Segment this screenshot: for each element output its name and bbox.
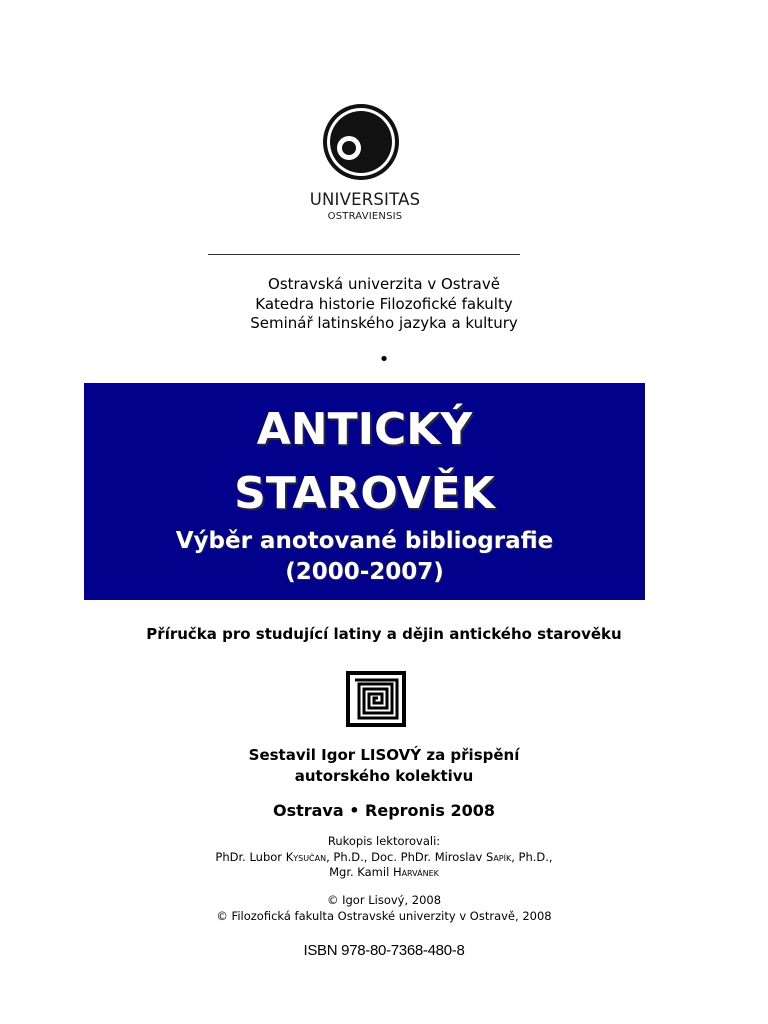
title-line-2: STAROVĚK bbox=[234, 468, 495, 519]
reviewers-line-2 bbox=[0, 864, 768, 880]
title-subtitle: Výběr anotované bibliografie bbox=[175, 528, 554, 554]
compiled-by-line-1: Sestavil Igor LISOVÝ za přispění bbox=[248, 746, 520, 764]
reviewers-heading: Rukopis lektorovali: bbox=[327, 834, 441, 848]
logo-subtitle: OSTRAVIENSIS bbox=[327, 211, 403, 222]
handbook-subtitle: Příručka pro studující latiny a dějin antického starověku bbox=[146, 625, 622, 643]
greek-meander-icon bbox=[345, 670, 407, 728]
reviewer-2-prefix: , Ph.D., Doc. PhDr. Miroslav bbox=[326, 850, 487, 864]
separator-bullet: • bbox=[378, 349, 390, 370]
reviewer-1-surname: Kysučan bbox=[285, 850, 327, 864]
title-years: (2000-2007) bbox=[285, 559, 444, 585]
institution-line-2: Katedra historie Filozofické fakulty bbox=[255, 295, 513, 313]
university-logo-icon bbox=[313, 98, 417, 190]
reviewer-3-surname: Harvánek bbox=[392, 865, 439, 879]
copyright-line-2: © Filozofická fakulta Ostravské univerzity v Ostravě, 2008 bbox=[216, 909, 552, 923]
university-logo bbox=[290, 98, 440, 233]
reviewer-1-prefix: PhDr. Lubor bbox=[215, 850, 286, 864]
title-banner bbox=[84, 383, 645, 600]
logo-wordmark: UNIVERSITAS bbox=[309, 190, 421, 209]
reviewer-3-prefix: Mgr. Kamil bbox=[329, 865, 393, 879]
institution-line-3: Seminář latinského jazyka a kultury bbox=[250, 314, 518, 332]
institution-line-1: Ostravská univerzita v Ostravě bbox=[268, 275, 500, 293]
isbn: ISBN 978-80-7368-480-8 bbox=[303, 942, 465, 959]
copyright-line-1: © Igor Lisový, 2008 bbox=[326, 893, 442, 907]
publication-line: Ostrava • Repronis 2008 bbox=[272, 801, 496, 820]
compiled-by-line-2: autorského kolektivu bbox=[294, 767, 474, 785]
reviewer-2-suffix: , Ph.D., bbox=[511, 850, 553, 864]
divider bbox=[208, 254, 520, 255]
title-line-1: ANTICKÝ bbox=[256, 404, 473, 455]
reviewers-line-1 bbox=[0, 849, 768, 865]
reviewer-2-surname: Sapík bbox=[486, 850, 512, 864]
